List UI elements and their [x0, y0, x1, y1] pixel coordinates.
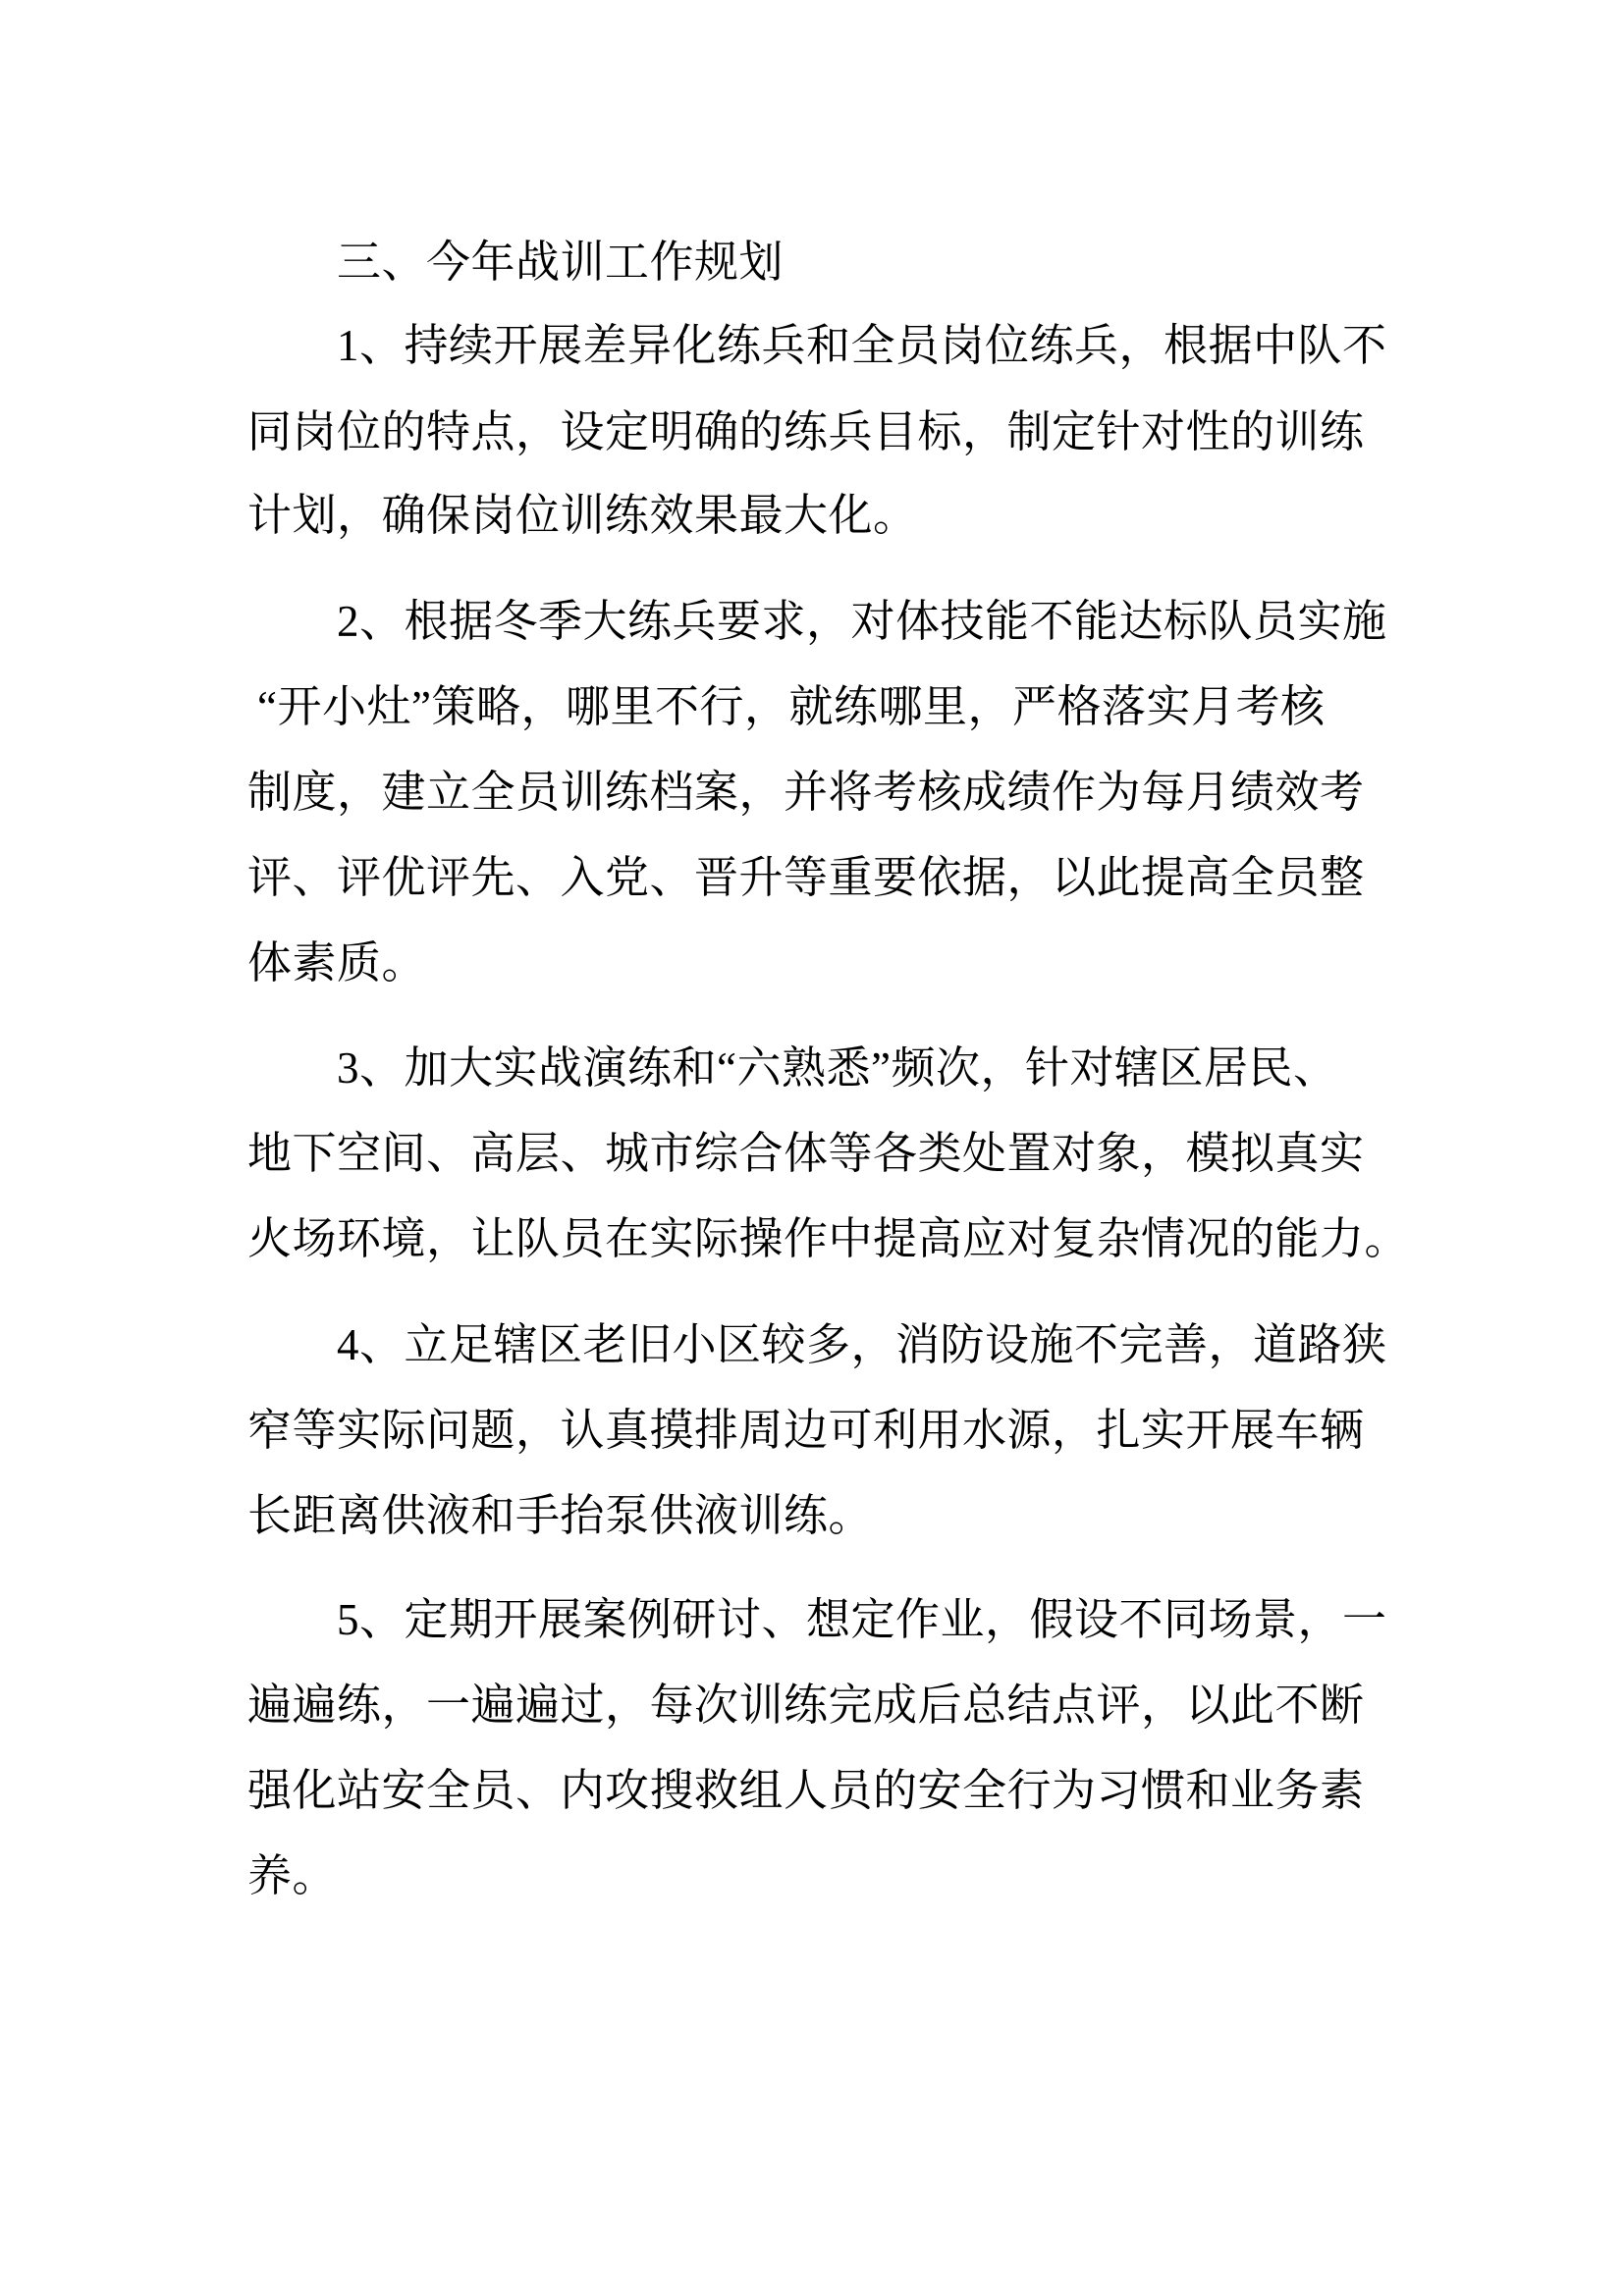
paragraph-line: 制度，建立全员训练档案，并将考核成绩作为每月绩效考 — [247, 768, 1365, 817]
paragraph-line: 评、评优评先、入党、晋升等重要依据，以此提高全员整 — [247, 853, 1365, 902]
paragraph-line: 长距离供液和手抬泵供液训练。 — [247, 1491, 874, 1540]
paragraph-line: 计划，确保岗位训练效果最大化。 — [247, 491, 918, 540]
paragraph-line: “开小灶”策略，哪里不行，就练哪里，严格落实月考核 — [257, 682, 1326, 731]
paragraph-line: 养。 — [247, 1851, 338, 1900]
section-heading: 三、今年战训工作规划 — [337, 238, 785, 287]
paragraph-line: 2、根据冬季大练兵要求，对体技能不能达标队员实施 — [337, 597, 1387, 646]
paragraph-line: 4、立足辖区老旧小区较多，消防设施不完善，道路狭 — [337, 1320, 1387, 1369]
paragraph-line: 同岗位的特点，设定明确的练兵目标，制定针对性的训练 — [247, 407, 1365, 456]
paragraph-line: 1、持续开展差异化练兵和全员岗位练兵，根据中队不 — [337, 321, 1387, 370]
paragraph-line: 地下空间、高层、城市综合体等各类处置对象，模拟真实 — [247, 1129, 1365, 1178]
paragraph-line: 火场环境，让队员在实际操作中提高应对复杂情况的能力。 — [247, 1214, 1410, 1263]
paragraph-line: 5、定期开展案例研讨、想定作业，假设不同场景，一 — [337, 1595, 1387, 1644]
paragraph-line: 3、加大实战演练和“六熟悉”频次，针对辖区居民、 — [337, 1043, 1338, 1093]
paragraph-line: 体素质。 — [247, 938, 427, 988]
paragraph-line: 遍遍练，一遍遍过，每次训练完成后总结点评，以此不断 — [247, 1681, 1365, 1730]
paragraph-line: 强化站安全员、内攻搜救组人员的安全行为习惯和业务素 — [247, 1766, 1365, 1815]
paragraph-line: 窄等实际问题，认真摸排周边可利用水源，扎实开展车辆 — [247, 1406, 1365, 1455]
